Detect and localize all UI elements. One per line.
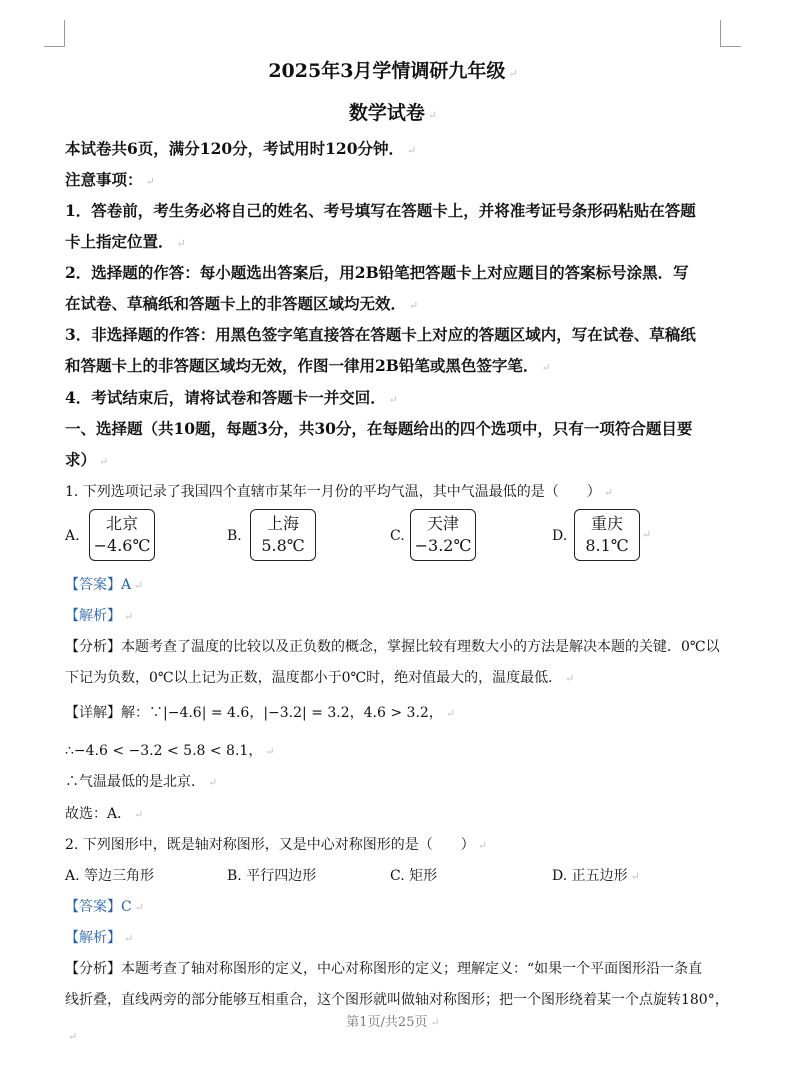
notice-title: 注意事项： ↵	[65, 170, 155, 189]
exam-summary: 本试卷共6页，满分120分，考试用时120分钟． ↵	[65, 139, 417, 158]
q2-option-b: B. 平行四边形	[227, 868, 317, 884]
notice-item-3-line-2: 和答题卡上的非答题区域均无效，作图一律用2B铅笔或黑色签字笔． ↵	[65, 356, 551, 375]
notice-item-1-line-1: 1．答卷前，考生务必将自己的姓名、考号填写在答题卡上，并将准考证号条形码粘贴在答题	[65, 201, 696, 220]
notice-item-1-line-2: 卡上指定位置． ↵	[65, 232, 186, 251]
q1-option-b-temp: 5.8℃	[261, 536, 305, 555]
q1-option-d-temp: 8.1℃	[585, 536, 629, 555]
q2-analysis-line-2: 线折叠，直线两旁的部分能够互相重合，这个图形就叫做轴对称图形；把一个图形绕着某一个点旋转180°，	[65, 992, 729, 1008]
notice-item-4: 4．考试结束后，请将试卷和答题卡一并交回． ↵	[65, 388, 399, 407]
notice-item-2-line-2: 在试卷、草稿纸和答题卡上的非答题区域均无效． ↵	[65, 294, 419, 313]
page-title: 2025年3月学情调研九年级 ↵	[268, 60, 518, 82]
q2-analysis-line-1: 【分析】本题考查了轴对称图形的定义，中心对称图形的定义；理解定义：“如果一个平面图形沿一条直	[65, 961, 703, 977]
q2-stem: 2. 下列图形中，既是轴对称图形，又是中心对称图形的是（ ） ↵	[65, 837, 488, 853]
q1-option-a-temp: −4.6℃	[93, 536, 151, 555]
q1-choose: 故选：A． ↵	[65, 806, 144, 822]
q1-option-a-card	[89, 509, 155, 561]
q1-option-b-card	[250, 509, 316, 561]
q1-option-a-letter: A.	[65, 528, 80, 544]
q2-option-c: C. 矩形	[390, 868, 438, 884]
page-footer: 第1页/共25页 ↵	[346, 1015, 440, 1030]
q1-option-c-temp: −3.2℃	[414, 536, 472, 555]
q1-option-c-city: 天津	[426, 514, 459, 533]
q2-analysis-head: 【解析】 ↵	[65, 930, 134, 946]
q1-detail-line-1: 【详解】解：∵|−4.6| = 4.6，|−3.2| = 3.2，4.6 > 3.2， ↵	[65, 705, 456, 721]
q1-option-b-letter: B.	[227, 528, 242, 544]
q1-option-d-card	[574, 509, 640, 561]
q2-option-d: D. 正五边形 ↵	[552, 868, 640, 884]
q1-stem: 1. 下列选项记录了我国四个直辖市某年一月份的平均气温，其中气温最低的是（ ） ↵	[65, 484, 614, 500]
q1-option-d-letter: D.	[552, 528, 568, 544]
q1-analysis-head: 【解析】 ↵	[65, 608, 134, 624]
page-subtitle: 数学试卷 ↵	[348, 102, 438, 124]
q1-options-paragraph-mark: ↵	[642, 528, 652, 541]
crop-mark-top-right	[720, 20, 741, 47]
q1-detail-line-2: ∴−4.6 < −3.2 < 5.8 < 8.1， ↵	[65, 743, 275, 759]
q1-detail-line-3: ∴气温最低的是北京． ↵	[65, 774, 218, 790]
section-heading-line-2: 求） ↵	[65, 450, 109, 469]
q1-analysis-line-1: 【分析】本题考查了温度的比较以及正负数的概念，掌握比较有理数大小的方法是解决本题的关键．0℃以	[65, 639, 720, 655]
crop-mark-top-left	[44, 20, 65, 47]
q2-answer: 【答案】C ↵	[65, 899, 144, 915]
q1-option-a-city: 北京	[105, 514, 138, 533]
q1-option-c-card	[410, 509, 476, 561]
q1-option-d-city: 重庆	[590, 514, 623, 533]
trailing-paragraph-mark: ↵	[68, 1030, 78, 1043]
q1-option-b-city: 上海	[266, 514, 299, 533]
q1-answer: 【答案】A ↵	[65, 577, 144, 593]
q1-option-c-letter: C.	[390, 528, 405, 544]
notice-item-3-line-1: 3．非选择题的作答：用黑色签字笔直接答在答题卡上对应的答题区域内，写在试卷、草稿纸	[65, 325, 696, 344]
section-heading-line-1: 一、选择题（共10题，每题3分，共30分，在每题给出的四个选项中，只有一项符合题目要	[65, 419, 693, 438]
q1-analysis-line-2: 下记为负数，0℃以上记为正数，温度都小于0℃时，绝对值最大的，温度最低． ↵	[65, 670, 575, 686]
q2-option-a: A. 等边三角形	[65, 868, 155, 884]
notice-item-2-line-1: 2．选择题的作答：每小题选出答案后，用2B铅笔把答题卡上对应题目的答案标号涂黑．写	[65, 263, 689, 282]
